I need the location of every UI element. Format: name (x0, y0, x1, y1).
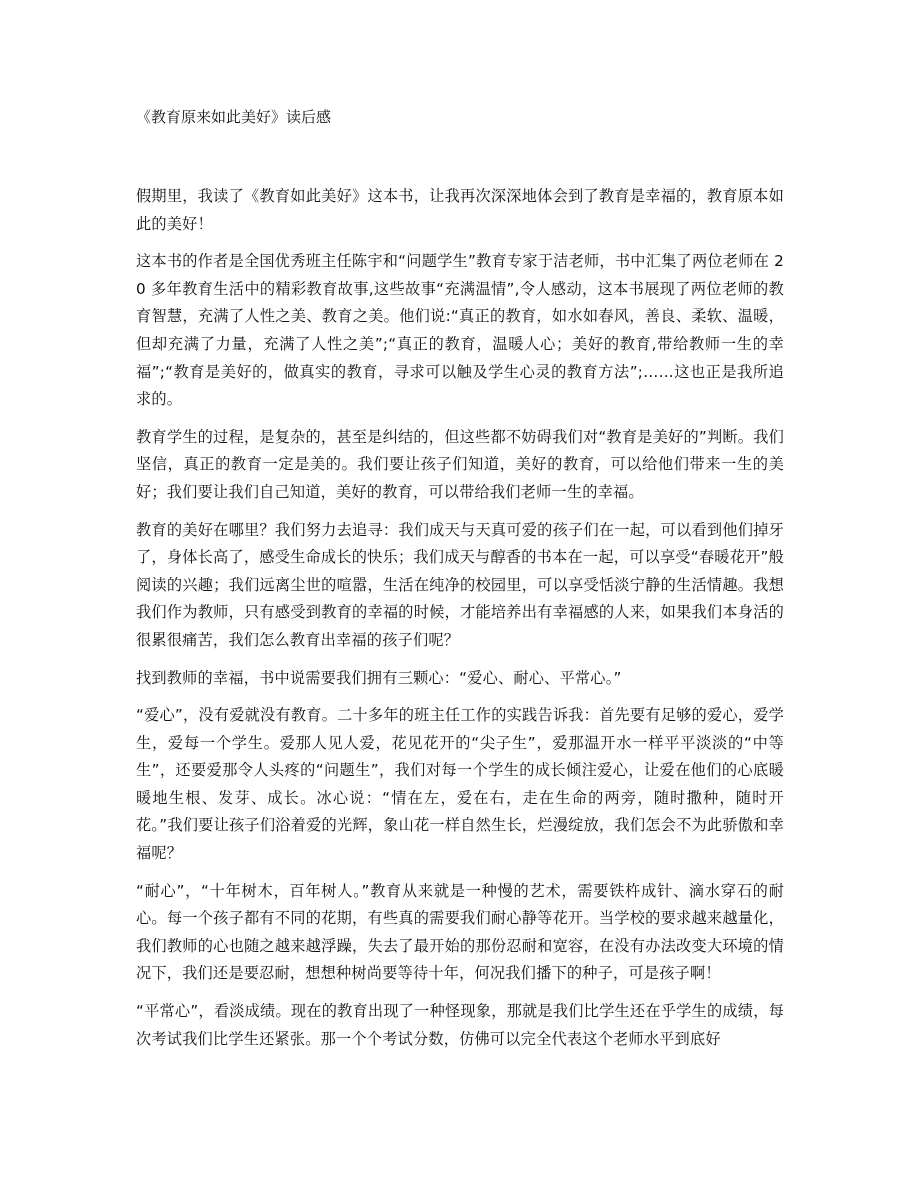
paragraph-where-beauty: 教育的美好在哪里？我们努力去追寻：我们成天与天真可爱的孩子们在一起，可以看到他们掉牙了，身体长高了，感受生命成长的快乐；我们成天与醇香的书本在一起，可以享受“春暖花开”般阅读的兴趣；我们远离尘世的喧嚣，生活在纯净的校园里，可以享受恬淡宁静的生活情趣。我想我们作为教师，只有感受到教育的幸福的时候，才能培养出有幸福感的人来，如果我们本身活的很累很痛苦，我们怎么教育出幸福的孩子们呢？ (136, 520, 784, 649)
paragraph-intro: 假期里，我读了《教育如此美好》这本书，让我再次深深地体会到了教育是幸福的，教育原本如此的美好！ (136, 187, 784, 233)
paragraph-authors: 这本书的作者是全国优秀班主任陈宇和“问题学生”教育专家于洁老师，书中汇集了两位老师在 20 多年教育生活中的精彩教育故事,这些故事“充满温情”,令人感动，这本书展现了两位老师的教育智慧，充满了人性之美、教育之美。他们说:“真正的教育，如水如春风，善良、柔软、温暖，但却充满了力量，充满了人性之美”;“真正的教育，温暖人心；美好的教育,带给教师一生的幸福”;“教育是美好的，做真实的教育，寻求可以触及学生心灵的教育方法”;……这也正是我所追求的。 (136, 252, 784, 409)
paragraph-three-hearts: 找到教师的幸福，书中说需要我们拥有三颗心：“爱心、耐心、平常心。” (136, 668, 622, 687)
paragraph-process: 教育学生的过程，是复杂的，甚至是纠结的，但这些都不妨碍我们对“教育是美好的”判断。我们坚信，真正的教育一定是美的。我们要让孩子们知道，美好的教育，可以给他们带来一生的美好；我们要让我们自己知道，美好的教育，可以带给我们老师一生的幸福。 (136, 427, 784, 501)
paragraph-equanimity: “平常心”，看淡成绩。现在的教育出现了一种怪现象，那就是我们比学生还在乎学生的成绩，每次考试我们比学生还紧张。那一个个考试分数，仿佛可以完全代表这个老师水平到底好 (136, 1002, 784, 1048)
paragraph-love: “爱心”，没有爱就没有教育。二十多年的班主任工作的实践告诉我：首先要有足够的爱心，爱学生，爱每一个学生。爱那人见人爱，花见花开的“尖子生”，爱那温开水一样平平淡淡的“中等生”，还要爱那令人头疼的“问题生”，我们对每一个学生的成长倾注爱心，让爱在他们的心底暖暖地生根、发芽、成长。冰心说：“情在左，爱在右，走在生命的两旁，随时撒种，随时开花。”我们要让孩子们浴着爱的光辉，象山花一样自然生长，烂漫绽放，我们怎会不为此骄傲和幸福呢？ (136, 706, 784, 863)
document-body (136, 183, 784, 1063)
paragraph-patience: “耐心”，“十年树木，百年树人。”教育从来就是一种慢的艺术，需要铁杵成针、滴水穿石的耐心。每一个孩子都有不同的花期，有些真的需要我们耐心静等花开。当学校的要求越来越量化，我们教师的心也随之越来越浮躁，失去了最开始的那份忍耐和宽容，在没有办法改变大环境的情况下，我们还是要忍耐，想想种树尚要等待十年，何况我们播下的种子，可是孩子啊！ (136, 881, 784, 983)
document-title: 《教育原来如此美好》读后感 (136, 108, 332, 126)
